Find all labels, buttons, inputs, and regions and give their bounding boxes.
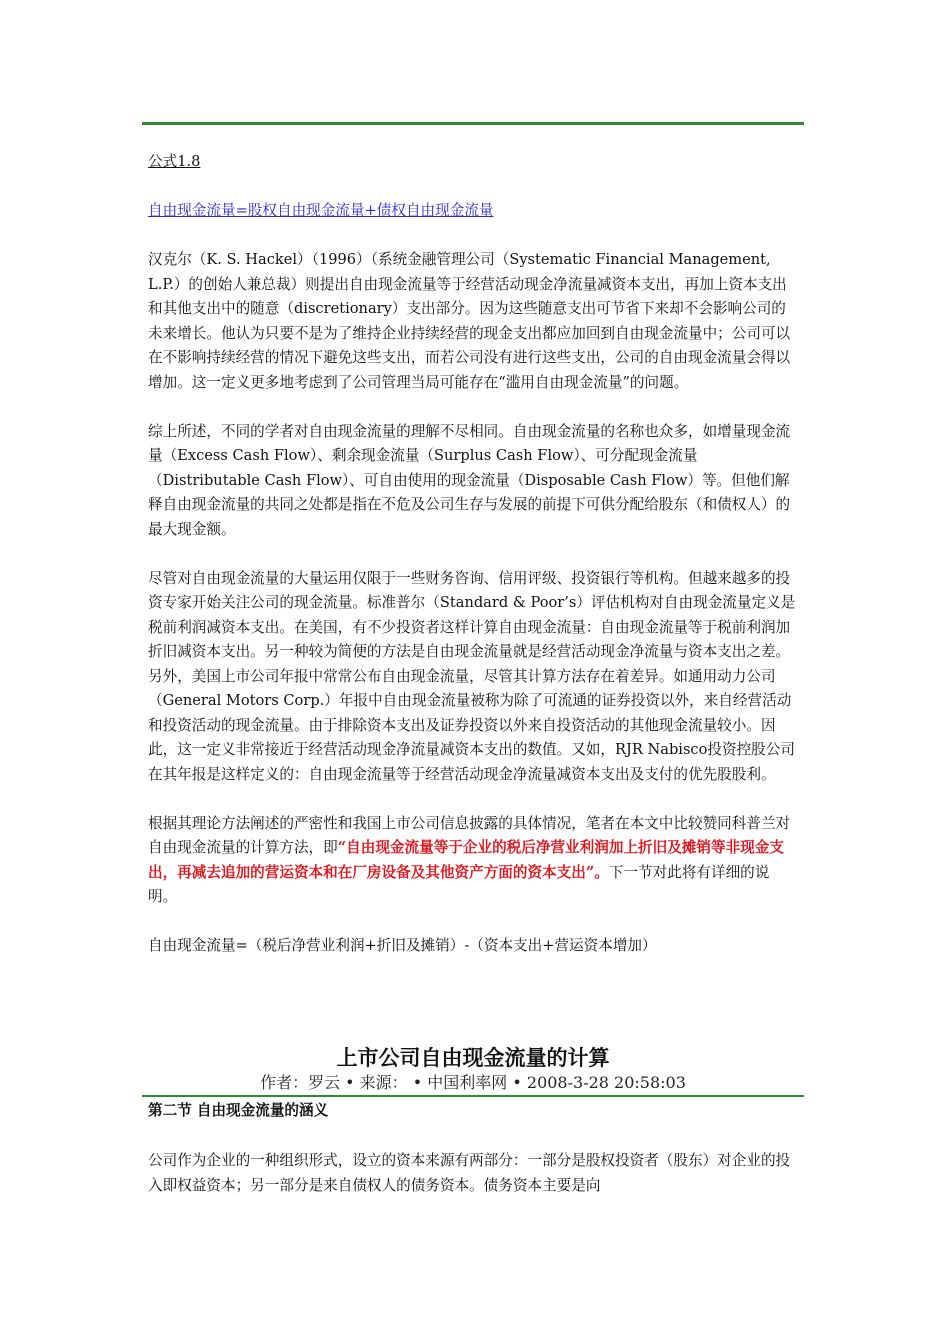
title-divider bbox=[142, 1095, 804, 1097]
author-view-tail: 下一节对此将有详细的说明。 bbox=[148, 863, 770, 905]
paragraph-practice: 尽管对自由现金流量的大量运用仅限于一些财务咨询、信用评级、投资银行等机构。但越来越多的投资专家开始关注公司的现金流量。标准普尔（Standard & Poor’s）评估机构对自由现金流量定义是税前利润减资本支出。在美国，有不少投资者这样计算自由现金流量：自由现金流量等于税前利润加折旧减资本支出。另一种较为简便的方法是自由现金流量就是经营活动现金净流量与资本支出之差。另外，美国上市公司年报中常常公布自由现金流量，尽管其计算方法存在着差异。如通用动力公司（General Motors Corp.）年报中自由现金流量被称为除了可流通的证券投资以外，来自经营活动和投资活动的现金流量。由于排除资本支出及证券投资以外来自投资活动的其他现金流量较小。因此，这一定义非常接近于经营活动现金净流量减资本支出的数值。又如，RJR Nabisco投资控股公司在其年报是这样定义的：自由现金流量等于经营活动现金净流量减资本支出及支付的优先股股利。 bbox=[148, 569, 796, 783]
section-heading: 第二节 自由现金流量的涵义 bbox=[148, 1102, 329, 1119]
section-paragraph: 公司作为企业的一种组织形式，设立的资本来源有两部分：一部分是股权投资者（股东）对企业的投入即权益资本；另一部分是来自债权人的债务资本。债务资本主要是向 bbox=[148, 1152, 791, 1194]
formula-link[interactable]: 自由现金流量=股权自由现金流量+债权自由现金流量 bbox=[148, 202, 494, 219]
article-title: 上市公司自由现金流量的计算 bbox=[336, 1046, 610, 1070]
paragraph-author-view bbox=[148, 812, 798, 910]
paragraph-hackel: 汉克尔（K. S. Hackel）（1996）（系统金融管理公司（Systematic Financial Management, L.P.）的创始人兼总裁）则提出自由现金流量等于经营活动现金净流量减资本支出，再加上资本支出和其他支出中的随意（discretionary）支出部分。因为这些随意支出可节省下来却不会影响公司的未来增长。他认为只要不是为了维持企业持续经营的现金支出都应加回到自由现金流量中；公司可以在不影响持续经营的情况下避免这些支出，而若公司没有进行这些支出，公司的自由现金流量会得以增加。这一定义更多地考虑到了公司管理当局可能存在“滥用自由现金流量”的问题。 bbox=[148, 251, 791, 391]
copeland-definition: “自由现金流量等于企业的税后净营业利润加上折旧及摊销等非现金支出，再减去追加的营运资本和在厂房设备及其他资产方面的资本支出”。 bbox=[148, 839, 784, 881]
top-divider bbox=[142, 122, 804, 125]
section-body bbox=[148, 1149, 798, 1198]
fcf-equation: 自由现金流量=（税后净营业利润+折旧及摊销）-（资本支出+营运资本增加） bbox=[148, 937, 657, 954]
article-meta: 作者：罗云 • 来源： • 中国利率网 • 2008-3-28 20:58:03 bbox=[260, 1073, 686, 1092]
paragraph-summary: 综上所述，不同的学者对自由现金流量的理解不尽相同。自由现金流量的名称也众多，如增量现金流量（Excess Cash Flow）、剩余现金流量（Surplus Cash Flow）、可分配现金流量（Distributable Cash Flow）、可自由使用的现金流量（Disposable Cash Flow）等。但他们解释自由现金流量的共同之处都是指在不危及公司生存与发展的前提下可供分配给股东（和债权人）的最大现金额。 bbox=[148, 422, 791, 538]
document-body bbox=[148, 150, 798, 983]
formula-label: 公式1.8 bbox=[148, 153, 201, 170]
author-view-intro: 根据其理论方法阐述的严密性和我国上市公司信息披露的具体情况，笔者在本文中比较赞同科普兰对自由现金流量的计算方法，即 bbox=[148, 814, 791, 856]
